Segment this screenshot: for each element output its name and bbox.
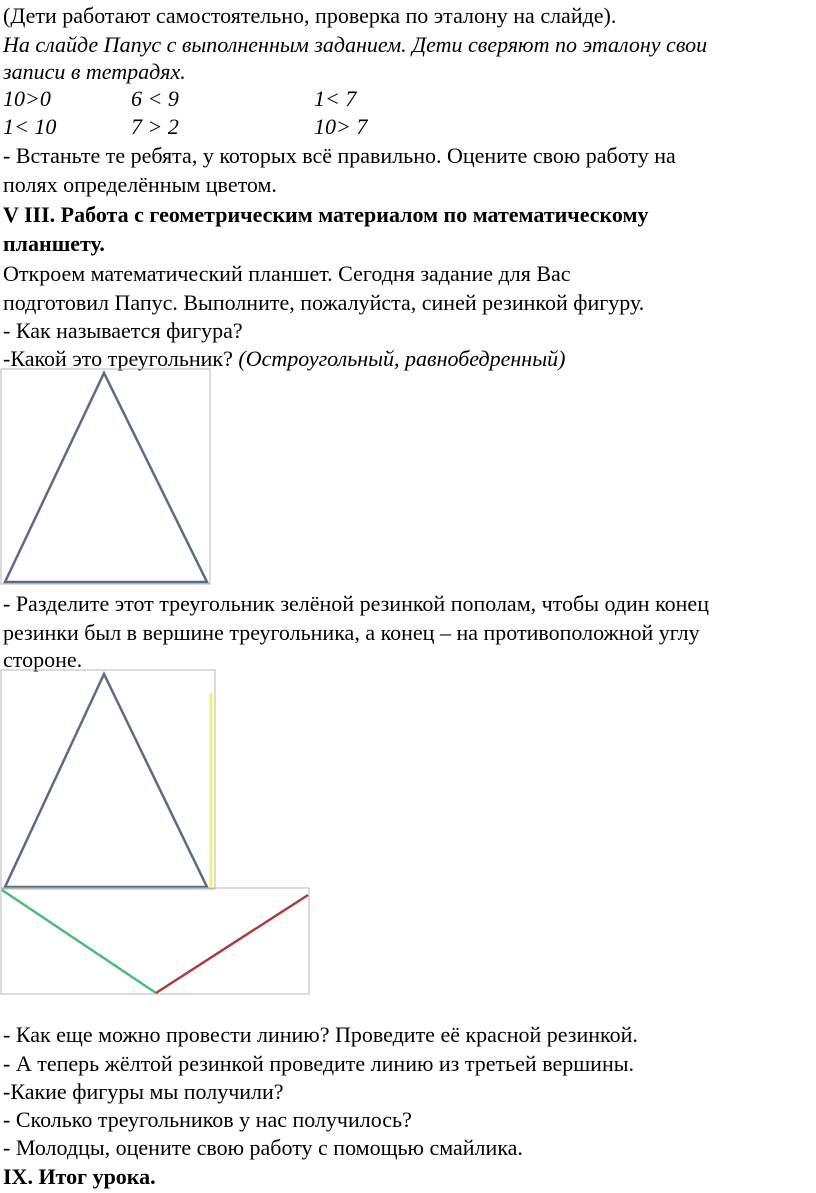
line-16: стороне. [3,647,83,672]
triangle-figure-2 [0,669,218,891]
comparison-2-2: 7 > 2 [131,114,179,139]
comparison-2-1: 1< 10 [3,114,57,139]
line-20: - Сколько треугольников у нас получилось? [3,1107,412,1132]
line-12: - Как называется фигура? [3,318,243,343]
figure-frame [1,369,210,584]
comparison-1-2: 6 < 9 [131,86,179,111]
line-3: записи в тетрадях. [3,59,186,84]
section-heading: V III. Работа с геометрическим материалом по математическому [3,202,649,227]
figure-frame [1,670,215,889]
line-2: На слайде Папус с выполненным заданием. Дети сверяют по эталону свои [3,32,708,57]
line-19: -Какие фигуры мы получили? [3,1079,284,1104]
line-10: Откроем математический планшет. Сегодня задание для Вас [3,261,571,286]
comparison-1-1: 10>0 [3,86,51,111]
green-line [2,890,156,993]
line-11: подготовил Папус. Выполните, пожалуйста, синей резинкой фигуру. [3,290,645,315]
comparison-1-3: 1< 7 [314,86,357,111]
red-line [156,895,308,993]
section-heading-cont: планшету. [3,231,105,256]
lines-figure [0,887,312,997]
question-text: -Какой это треугольник? [3,346,239,371]
line-7: полях определённым цветом. [3,172,277,197]
line-17: - Как еще можно провести линию? Проведите её красной резинкой. [3,1022,638,1047]
line-15: резинки был в вершине треугольника, а конец – на противоположной углу [3,620,700,645]
line-6: - Встаньте те ребята, у которых всё правильно. Оцените свою работу на [3,143,676,168]
answer-text: (Остроугольный, равнобедренный) [238,346,566,371]
line-21: - Молодцы, оцените свою работу с помощью смайлика. [3,1135,523,1160]
summary-heading: IX. Итог урока. [3,1164,156,1189]
comparison-2-3: 10> 7 [314,114,368,139]
figure-frame [1,888,309,994]
triangle-figure-1 [0,368,212,586]
triangle [5,674,207,887]
triangle [5,373,207,582]
line-1: (Дети работают самостоятельно, проверка по эталону на слайде). [3,3,617,28]
line-14: - Разделите этот треугольник зелёной резинкой пополам, чтобы один конец [3,591,709,616]
line-18: - А теперь жёлтой резинкой проведите линию из третьей вершины. [3,1051,634,1076]
